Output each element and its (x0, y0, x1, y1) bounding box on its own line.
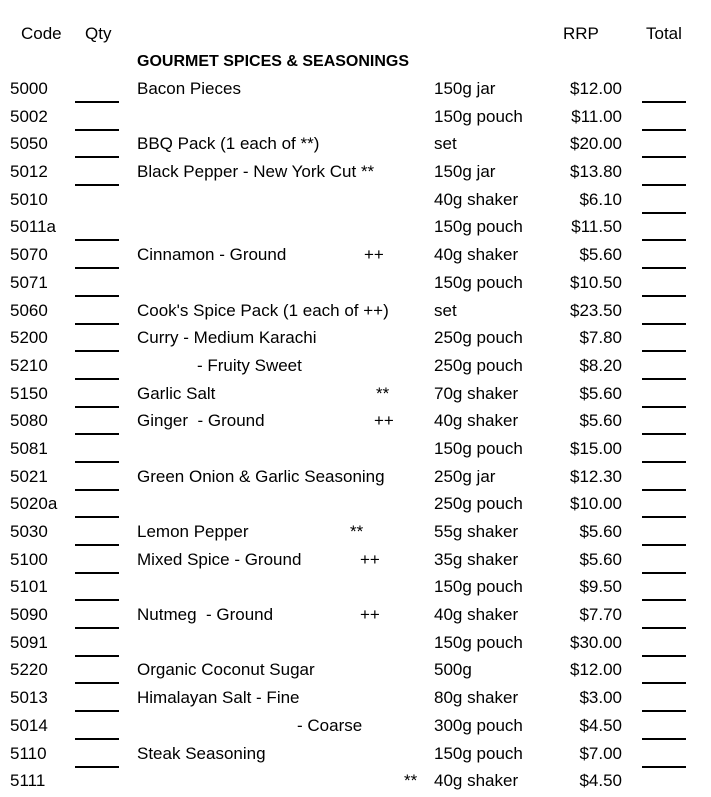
product-mark: ++ (374, 411, 394, 431)
total-entry-line[interactable] (642, 156, 686, 158)
table-row (0, 714, 711, 742)
qty-entry-line[interactable] (75, 682, 119, 684)
rrp-price: $6.10 (579, 189, 622, 209)
qty-entry-line[interactable] (75, 461, 119, 463)
product-description: BBQ Pack (1 each of **) (137, 134, 320, 154)
qty-entry-line[interactable] (75, 572, 119, 574)
product-code: 5000 (10, 79, 48, 98)
total-entry-line[interactable] (642, 738, 686, 740)
product-description: Bacon Pieces (137, 79, 241, 98)
qty-entry-line[interactable] (75, 516, 119, 518)
total-entry-line[interactable] (642, 378, 686, 380)
pack-size: 150g pouch (434, 632, 523, 652)
table-row (0, 769, 711, 797)
total-entry-line[interactable] (642, 350, 686, 352)
total-entry-line[interactable] (642, 129, 686, 131)
rrp-price: $11.50 (571, 217, 622, 237)
rrp-price: $10.50 (570, 272, 622, 292)
product-code: 5030 (10, 522, 48, 541)
product-code: 5220 (10, 660, 48, 680)
rrp-price: $3.00 (579, 688, 622, 708)
rrp-price: $7.70 (579, 605, 622, 625)
product-code: 5060 (10, 300, 48, 320)
header-total: Total (646, 24, 682, 43)
product-code: 5081 (10, 438, 48, 458)
qty-entry-line[interactable] (75, 655, 119, 657)
total-entry-line[interactable] (642, 406, 686, 408)
qty-entry-line[interactable] (75, 295, 119, 297)
product-description: Garlic Salt (137, 383, 216, 403)
product-mark: ** (376, 383, 390, 403)
rrp-price: $9.50 (579, 577, 622, 597)
product-code: 5100 (10, 549, 48, 569)
product-code: 5050 (10, 134, 48, 154)
product-mark: ++ (364, 245, 384, 265)
total-entry-line[interactable] (642, 295, 686, 297)
header-rrp: RRP (563, 24, 599, 43)
product-mark: ** (404, 771, 418, 791)
qty-entry-line[interactable] (75, 766, 119, 768)
product-description: Cinnamon - Ground (137, 245, 287, 265)
qty-entry-line[interactable] (75, 433, 119, 435)
product-description: Himalayan Salt - Fine (137, 688, 300, 708)
qty-entry-line[interactable] (75, 489, 119, 491)
pack-size: 40g shaker (434, 245, 519, 265)
table-row (0, 575, 711, 603)
header-qty: Qty (85, 24, 112, 43)
total-entry-line[interactable] (642, 239, 686, 241)
qty-entry-line[interactable] (75, 101, 119, 103)
product-code: 5011a (10, 217, 57, 237)
total-entry-line[interactable] (642, 461, 686, 463)
qty-entry-line[interactable] (75, 239, 119, 241)
product-code: 5071 (10, 272, 48, 292)
product-code: 5101 (10, 577, 48, 597)
pack-size: 250g jar (434, 466, 496, 486)
pack-size: 40g shaker (434, 189, 519, 209)
rrp-price: $12.30 (570, 466, 622, 486)
table-row (0, 215, 711, 243)
qty-entry-line[interactable] (75, 323, 119, 325)
product-code: 5111 (10, 771, 46, 791)
qty-entry-line[interactable] (75, 350, 119, 352)
product-code: 5200 (10, 328, 48, 348)
product-description: Ginger - Ground (137, 411, 265, 431)
rrp-price: $30.00 (570, 632, 622, 652)
rrp-price: $13.80 (570, 162, 622, 182)
qty-entry-line[interactable] (75, 406, 119, 408)
pack-size: 150g pouch (434, 106, 523, 126)
pack-size: 300g pouch (434, 715, 523, 735)
total-entry-line[interactable] (642, 710, 686, 712)
total-entry-line[interactable] (642, 267, 686, 269)
rrp-price: $10.00 (570, 494, 622, 514)
product-code: 5090 (10, 605, 48, 625)
rrp-price: $4.50 (579, 771, 622, 791)
total-entry-line[interactable] (642, 212, 686, 214)
table-row (0, 271, 711, 299)
pack-size: 150g pouch (434, 438, 523, 458)
product-code: 5013 (10, 688, 48, 708)
pack-size: 150g jar (434, 162, 496, 182)
qty-entry-line[interactable] (75, 378, 119, 380)
table-row (0, 658, 711, 686)
rrp-price: $5.60 (579, 245, 622, 265)
table-row (0, 326, 711, 354)
product-code: 5014 (10, 715, 48, 735)
pack-size: 500g (434, 660, 472, 680)
pack-size: 150g pouch (434, 217, 523, 237)
pack-size: 35g shaker (434, 549, 519, 569)
pack-size: 40g shaker (434, 605, 519, 625)
product-description: Curry - Medium Karachi (137, 328, 317, 348)
rrp-price: $5.60 (579, 549, 622, 569)
total-entry-line[interactable] (642, 184, 686, 186)
table-row (0, 77, 711, 105)
product-code: 5150 (10, 383, 48, 403)
pack-size: 250g pouch (434, 494, 523, 514)
table-row (0, 603, 711, 631)
product-description: Nutmeg - Ground (137, 605, 274, 625)
table-row (0, 160, 711, 188)
total-entry-line[interactable] (642, 572, 686, 574)
qty-entry-line[interactable] (75, 184, 119, 186)
rrp-price: $5.60 (579, 411, 622, 431)
pack-size: 70g shaker (434, 383, 519, 403)
pack-size: 250g pouch (434, 355, 523, 375)
rrp-price: $7.80 (579, 328, 622, 348)
product-code: 5012 (10, 162, 48, 182)
pack-size: 80g shaker (434, 688, 519, 708)
product-code: 5010 (10, 189, 48, 209)
rrp-price: $12.00 (570, 79, 622, 98)
rrp-price: $20.00 (570, 134, 622, 154)
rrp-price: $23.50 (570, 300, 622, 320)
qty-entry-line[interactable] (75, 738, 119, 740)
product-code: 5002 (10, 106, 48, 126)
rrp-price: $11.00 (571, 106, 622, 126)
qty-entry-line[interactable] (75, 156, 119, 158)
header-code: Code (21, 24, 62, 43)
table-row (0, 299, 711, 327)
table-row (0, 382, 711, 410)
table-row (0, 188, 711, 216)
product-code: 5021 (10, 466, 48, 486)
table-row (0, 243, 711, 271)
product-code: 5210 (10, 355, 48, 375)
total-entry-line[interactable] (642, 655, 686, 657)
table-row (0, 492, 711, 520)
qty-entry-line[interactable] (75, 627, 119, 629)
total-entry-line[interactable] (642, 544, 686, 546)
total-entry-line[interactable] (642, 489, 686, 491)
rrp-price: $15.00 (570, 438, 622, 458)
table-row (0, 548, 711, 576)
product-mark: ++ (360, 549, 380, 569)
product-mark: ++ (360, 605, 380, 625)
total-entry-line[interactable] (642, 599, 686, 601)
pack-size: 150g jar (434, 79, 496, 98)
pack-size: set (434, 300, 457, 320)
product-code: 5091 (10, 632, 48, 652)
qty-entry-line[interactable] (75, 710, 119, 712)
qty-entry-line[interactable] (75, 267, 119, 269)
total-entry-line[interactable] (642, 682, 686, 684)
rrp-price: $5.60 (579, 383, 622, 403)
product-table (0, 77, 711, 797)
pack-size: 250g pouch (434, 328, 523, 348)
product-description: Steak Seasoning (137, 743, 266, 763)
product-code: 5020a (10, 494, 58, 514)
product-description: Black Pepper - New York Cut ** (137, 162, 375, 182)
product-description: - Coarse (297, 715, 363, 735)
rrp-price: $8.20 (579, 355, 622, 375)
rrp-price: $4.50 (579, 715, 622, 735)
product-description: - Fruity Sweet (197, 355, 302, 375)
table-row (0, 105, 711, 133)
table-row (0, 742, 711, 770)
product-description: Cook's Spice Pack (1 each of ++) (137, 300, 389, 320)
product-code: 5070 (10, 245, 48, 265)
product-description: Organic Coconut Sugar (137, 660, 315, 680)
total-entry-line[interactable] (642, 516, 686, 518)
pack-size: 150g pouch (434, 272, 523, 292)
table-row (0, 465, 711, 493)
pack-size: 150g pouch (434, 743, 523, 763)
pack-size: set (434, 134, 457, 154)
total-entry-line[interactable] (642, 627, 686, 629)
table-row (0, 409, 711, 437)
product-mark: ** (350, 522, 364, 541)
qty-entry-line[interactable] (75, 544, 119, 546)
table-row (0, 354, 711, 382)
total-entry-line[interactable] (642, 101, 686, 103)
pack-size: 40g shaker (434, 771, 519, 791)
rrp-price: $12.00 (570, 660, 622, 680)
product-description: Green Onion & Garlic Seasoning (137, 466, 385, 486)
section-title: GOURMET SPICES & SEASONINGS (137, 53, 410, 70)
product-code: 5110 (10, 743, 47, 763)
rrp-price: $5.60 (579, 522, 622, 541)
qty-entry-line[interactable] (75, 129, 119, 131)
product-code: 5080 (10, 411, 48, 431)
table-row (0, 686, 711, 714)
total-entry-line[interactable] (642, 323, 686, 325)
pack-size: 40g shaker (434, 411, 519, 431)
pack-size: 150g pouch (434, 577, 523, 597)
table-row (0, 437, 711, 465)
qty-entry-line[interactable] (75, 599, 119, 601)
rrp-price: $7.00 (579, 743, 622, 763)
product-description: Mixed Spice - Ground (137, 549, 302, 569)
table-row (0, 132, 711, 160)
total-entry-line[interactable] (642, 766, 686, 768)
pack-size: 55g shaker (434, 522, 519, 541)
product-description: Lemon Pepper (137, 522, 249, 541)
table-row (0, 631, 711, 659)
total-entry-line[interactable] (642, 433, 686, 435)
table-row (0, 520, 711, 548)
